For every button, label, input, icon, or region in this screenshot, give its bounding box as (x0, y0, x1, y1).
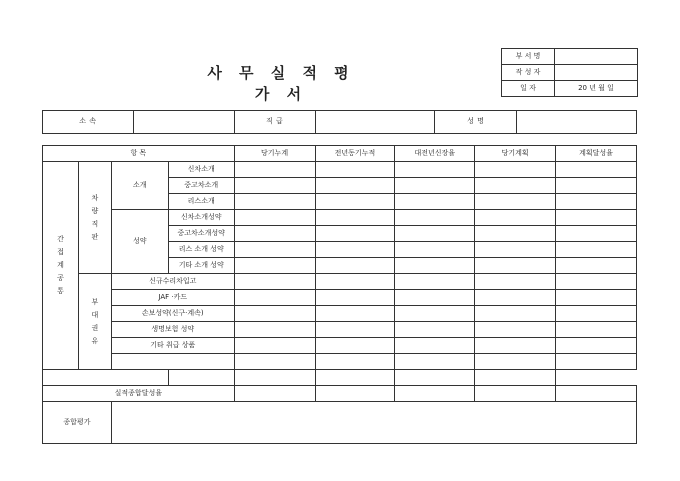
filler-cell (43, 370, 169, 386)
ancillary-group-label: 부 대 권 유 (78, 274, 111, 370)
total-label: 실적종합달성율 (43, 386, 235, 402)
row-label: 신차소개성약 (168, 210, 234, 226)
indirect-group-label: 간 접 계 공 통 (43, 162, 79, 370)
col-plan: 당기계획 (475, 146, 556, 162)
affiliation-label: 소 속 (43, 111, 134, 134)
row-label: 리스 소개 성약 (168, 242, 234, 258)
col-current-total: 당기누계 (234, 146, 315, 162)
position-field[interactable] (315, 111, 435, 134)
row-label: 중고차소개 (168, 178, 234, 194)
employee-info-table (42, 110, 637, 134)
row-label: 생명보험 성약 (111, 322, 234, 338)
name-field[interactable] (517, 111, 637, 134)
row-label: 기타 소개 성약 (168, 258, 234, 274)
row-label: 손보성약(신구·계속) (111, 306, 234, 322)
overall-row (43, 402, 637, 444)
table-row (43, 354, 637, 370)
row-label: JAF ·카드 (111, 290, 234, 306)
affiliation-field[interactable] (133, 111, 234, 134)
table-row (43, 322, 637, 338)
table-row (43, 274, 637, 290)
contract-group-label: 성약 (111, 210, 168, 274)
name-label: 성 명 (435, 111, 517, 134)
table-row (43, 290, 637, 306)
total-row (43, 386, 637, 402)
row-label: 리스소개 (168, 194, 234, 210)
performance-table (42, 145, 637, 444)
vehicle-group-label: 차 량 직 판 (78, 162, 111, 274)
approval-box (501, 48, 638, 97)
table-row (43, 338, 637, 354)
intro-group-label: 소개 (111, 162, 168, 210)
row-label: 중고차소개성약 (168, 226, 234, 242)
writer-field[interactable] (555, 65, 638, 81)
dept-field[interactable] (555, 49, 638, 65)
col-growth-rate: 대전년신장율 (395, 146, 475, 162)
filler-cell (111, 354, 234, 370)
table-row (43, 162, 637, 178)
row-label: 신규수리차입고 (111, 274, 234, 290)
writer-label: 작 성 자 (502, 65, 555, 81)
header-row (43, 146, 637, 162)
overall-field[interactable] (111, 402, 636, 444)
date-label: 일 자 (502, 81, 555, 97)
row-label: 기타 취급 상품 (111, 338, 234, 354)
table-row (43, 306, 637, 322)
overall-label: 종합평가 (43, 402, 112, 444)
position-label: 직 급 (234, 111, 315, 134)
date-field[interactable]: 20 년 월 일 (555, 81, 638, 97)
table-row (43, 210, 637, 226)
table-row (43, 370, 637, 386)
document-title: 사 무 실 적 평 가 서 (207, 64, 355, 103)
dept-label: 부 서 명 (502, 49, 555, 65)
item-header: 항 목 (43, 146, 235, 162)
col-achievement: 계획달성율 (556, 146, 637, 162)
col-prev-year: 전년동기누적 (315, 146, 395, 162)
row-label: 신차소개 (168, 162, 234, 178)
